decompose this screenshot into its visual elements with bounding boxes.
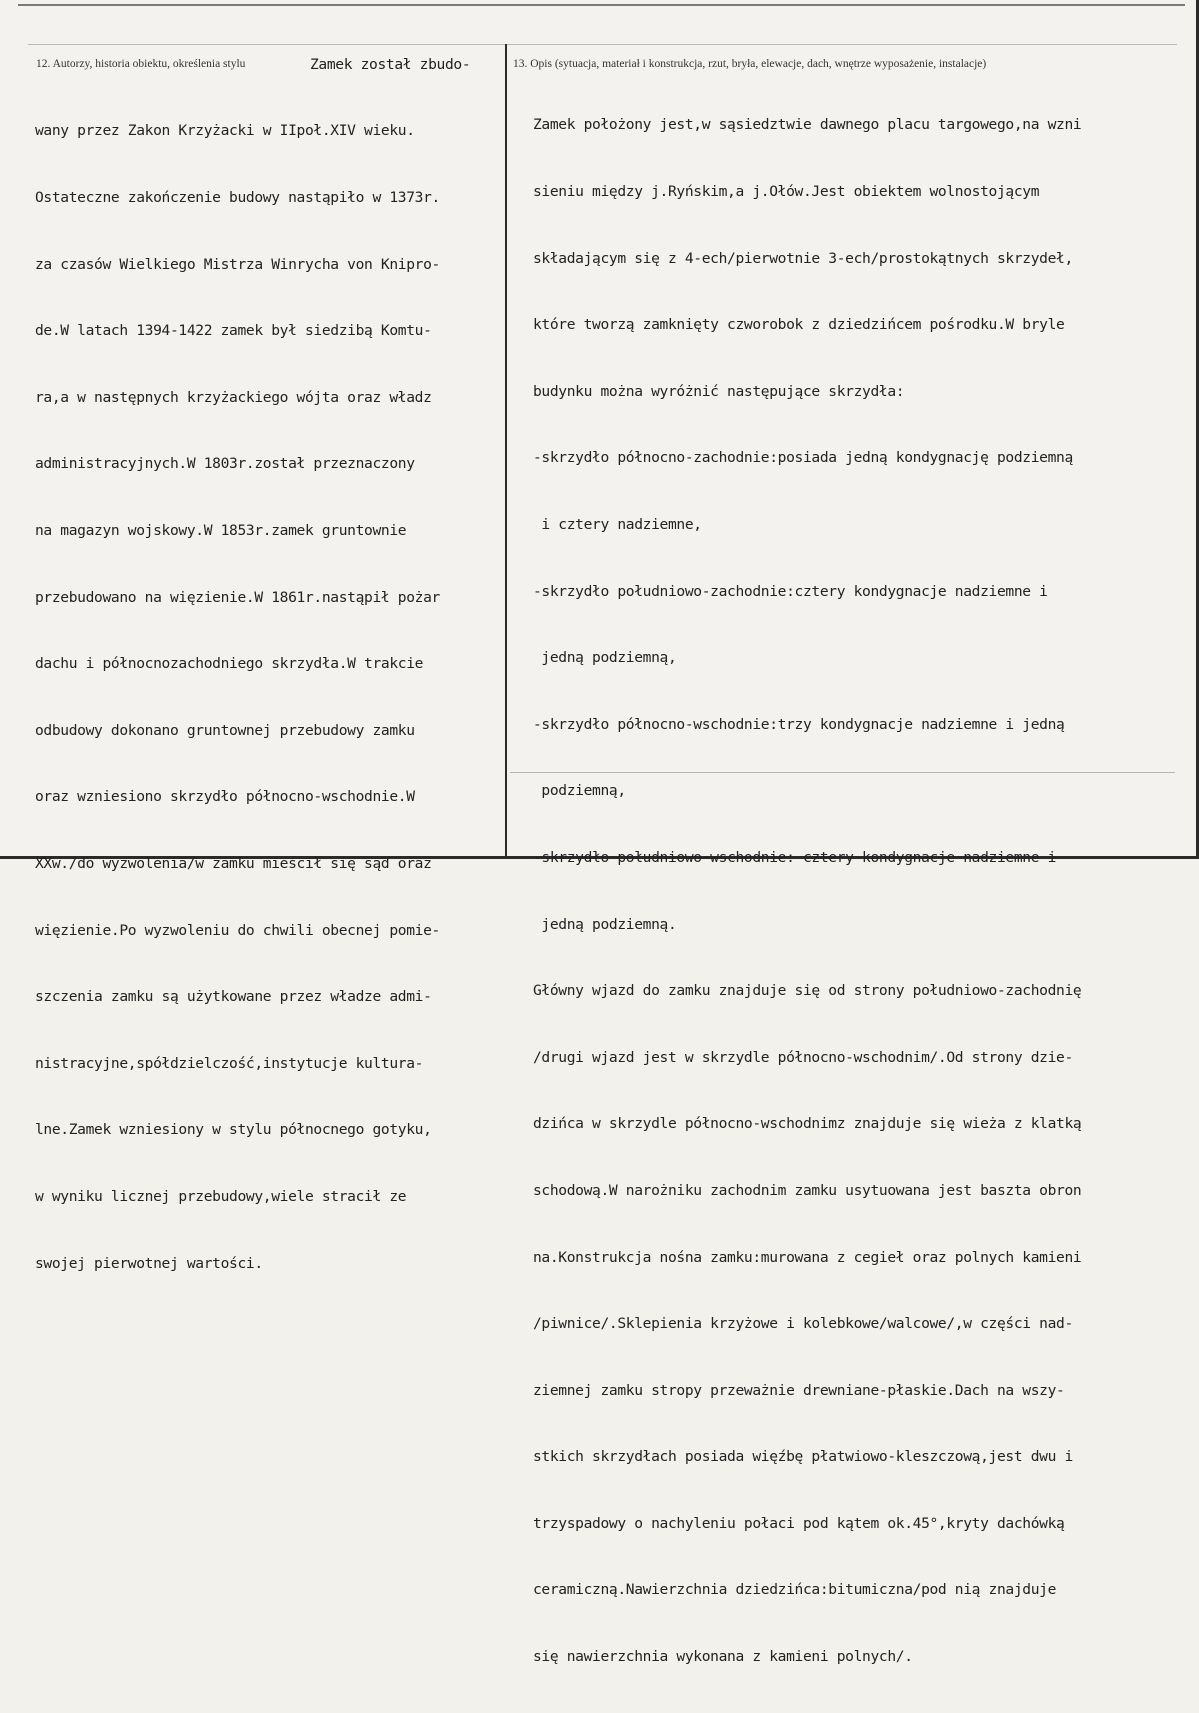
text-line: -skrzydło południowo-zachodnie:cztery kondygnacje nadziemne i — [533, 582, 1048, 600]
text-line: -skrzydło północno-zachodnie:posiada jedną kondygnację podziemną — [533, 449, 1073, 467]
text-line: XXw./do wyzwolenia/w zamku mieścił się sąd oraz — [35, 854, 432, 872]
section-12-text — [35, 76, 440, 1319]
text-line: administracyjnych.W 1803r.został przeznaczony — [35, 455, 415, 473]
text-line: -skrzydło południowo-wschodnie: cztery kondygnacje nadziemne i — [533, 848, 1057, 866]
text-line: oraz wzniesiono skrzydło północno-wschodnie.W — [35, 788, 415, 806]
header-rule — [28, 44, 1177, 45]
text-line: jedną podziemną, — [533, 649, 677, 667]
text-line: /drugi wjazd jest w skrzydle północno-wschodnim/.Od strony dzie- — [533, 1048, 1073, 1066]
text-line: wany przez Zakon Krzyżacki w IIpoł.XIV wieku. — [35, 122, 415, 140]
text-line: się nawierzchnia wykonana z kamieni polnych/. — [533, 1648, 913, 1666]
text-line: de.W latach 1394-1422 zamek był siedzibą Komtu- — [35, 322, 432, 340]
text-line: przebudowano na więzienie.W 1861r.nastąpił pożar — [35, 588, 440, 606]
text-line: Ostateczne zakończenie budowy nastąpiło w 1373r. — [35, 189, 440, 206]
text-line: ra,a w następnych krzyżackiego wójta oraz władz — [35, 388, 432, 406]
text-line: schodową.W narożniku zachodnim zamku usytuowana jest baszta obron — [533, 1181, 1082, 1199]
text-line: Zamek położony jest,w sąsiedztwie dawnego placu targowego,na wzni — [533, 116, 1082, 134]
text-line: podziemną, — [533, 782, 626, 800]
text-line: na.Konstrukcja nośna zamku:murowana z cegieł oraz polnych kamieni — [533, 1248, 1082, 1266]
text-line: nistracyjne,spółdzielczość,instytucje kultura- — [35, 1054, 424, 1072]
text-line: i cztery nadziemne, — [533, 515, 702, 533]
text-line: /piwnice/.Sklepienia krzyżowe i kolebkowe/walcowe/,w części nad- — [533, 1315, 1073, 1333]
text-line: stkich skrzydłach posiada więźbę płatwiowo-kleszczową,jest dwu i — [533, 1448, 1073, 1466]
text-line: ceramiczną.Nawierzchnia dziedzińca:bitumiczna/pod nią znajduje — [533, 1581, 1057, 1599]
text-line: na magazyn wojskowy.W 1853r.zamek gruntownie — [35, 521, 407, 539]
text-line: w wyniku licznej przebudowy,wiele stracił ze — [35, 1187, 407, 1205]
text-line: Główny wjazd do zamku znajduje się od strony południowo-zachodnię — [533, 982, 1082, 1000]
text-line: odbudowy dokonano gruntownej przebudowy zamku — [35, 721, 415, 739]
text-line: ziemnej zamku stropy przeważnie drewniane-płaskie.Dach na wszy- — [533, 1381, 1065, 1399]
sheet-top-edge — [18, 4, 1185, 6]
section-13-header: 13. Opis (sytuacja, materiał i konstrukcja, rzut, bryła, elewacje, dach, wnętrze wyposażenie, instalacje) — [513, 58, 987, 70]
section-12-first-line: Zamek został zbudo- — [310, 56, 471, 73]
text-line: więzienie.Po wyzwoleniu do chwili obecnej pomie- — [35, 921, 440, 939]
text-line: swojej pierwotnej wartości. — [35, 1254, 263, 1272]
text-line: szczenia zamku są użytkowane przez władze admi- — [35, 988, 432, 1006]
text-line: składającym się z 4-ech/pierwotnie 3-ech/prostokątnych skrzydeł, — [533, 249, 1073, 267]
text-line: trzyspadowy o nachyleniu połaci pod kątem ok.45°,kryty dachówką — [533, 1514, 1065, 1532]
section-13-text — [533, 70, 1081, 1713]
text-line: dzińca w skrzydle północno-wschodnimz znajduje się wieża z klatką — [533, 1115, 1082, 1133]
text-line: -skrzydło północno-wschodnie:trzy kondygnacje nadziemne i jedną — [533, 715, 1065, 733]
text-line: dachu i północnozachodniego skrzydła.W trakcie — [35, 655, 424, 673]
text-line: lne.Zamek wzniesiony w stylu północnego gotyku, — [35, 1121, 432, 1139]
text-line: za czasów Wielkiego Mistrza Winrycha von Knipro- — [35, 255, 440, 273]
column-divider — [505, 44, 507, 859]
section-12-header: 12. Autorzy, historia obiektu, określenia stylu — [36, 58, 246, 70]
text-line: budynku można wyróżnić następujące skrzydła: — [533, 382, 905, 400]
text-line: jedną podziemną. — [533, 915, 677, 933]
text-line: które tworzą zamknięty czworobok z dziedzińcem pośrodku.W bryle — [533, 316, 1065, 334]
text-line: sieniu między j.Ryńskim,a j.Ołów.Jest obiektem wolnostojącym — [533, 183, 1040, 200]
